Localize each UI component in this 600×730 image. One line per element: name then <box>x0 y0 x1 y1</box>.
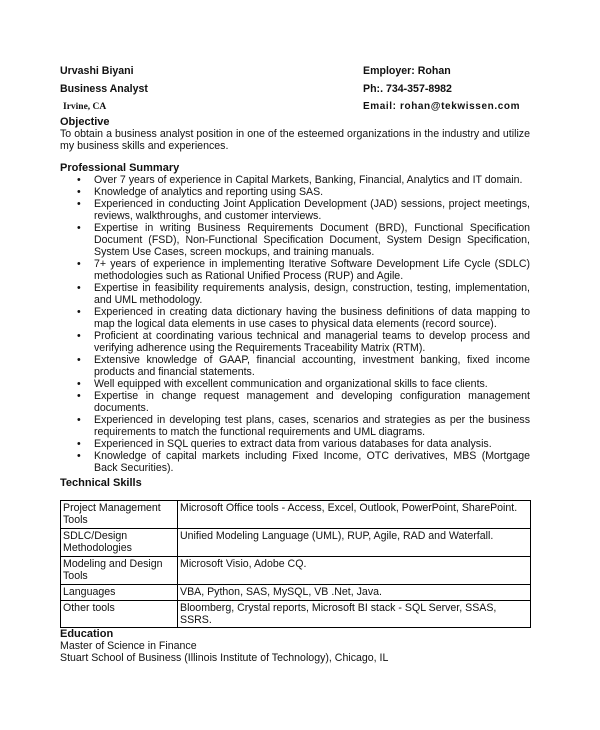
skills-heading: Technical Skills <box>60 477 142 489</box>
skill-value: Microsoft Visio, Adobe CQ. <box>178 557 531 585</box>
bullet-icon: • <box>77 282 81 294</box>
bullet-icon: • <box>77 258 81 270</box>
summary-item-text: Knowledge of analytics and reporting using SAS. <box>94 186 324 198</box>
skill-value: VBA, Python, SAS, MySQL, VB .Net, Java. <box>178 585 531 601</box>
candidate-name: Urvashi Biyani <box>60 65 134 77</box>
bullet-icon: • <box>77 198 81 210</box>
skill-category: SDLC/Design Methodologies <box>61 529 178 557</box>
bullet-icon: • <box>77 450 81 462</box>
bullet-icon: • <box>77 438 81 450</box>
summary-heading: Professional Summary <box>60 162 180 174</box>
bullet-icon: • <box>77 414 81 426</box>
bullet-icon: • <box>77 222 81 234</box>
summary-item-text: Over 7 years of experience in Capital Markets, Banking, Financial, Analytics and IT domain. <box>94 174 523 186</box>
skills-row <box>61 601 531 628</box>
bullet-icon: • <box>77 390 81 402</box>
summary-item-text: Expertise in writing Business Requirements Document (BRD), Functional Specification Document (FSD), Non-Functional Specification Document, System Design Specification, System Use Cases, screen mockups, and training manuals. <box>94 222 530 258</box>
summary-item-text: Experienced in SQL queries to extract data from various databases for data analysis. <box>94 438 492 450</box>
education-degree: Master of Science in Finance <box>60 640 197 652</box>
employer: Employer: Rohan <box>363 65 451 77</box>
bullet-icon: • <box>77 330 81 342</box>
summary-item-text: Experienced in creating data dictionary having the business definitions of data mapping to map the logical data elements in use cases to physical data elements (record source). <box>94 306 530 330</box>
summary-item <box>60 378 530 390</box>
summary-item-text: Extensive knowledge of GAAP, financial accounting, investment banking, fixed income products and financial statements. <box>94 354 530 378</box>
bullet-icon: • <box>77 306 81 318</box>
phone: Ph:. 734-357-8982 <box>363 83 452 95</box>
summary-item-text: Experienced in conducting Joint Application Development (JAD) sessions, project meetings, reviews, walkthroughs, and customer interviews. <box>94 198 530 222</box>
summary-item-text: Expertise in change request management and developing configuration management documents. <box>94 390 530 414</box>
summary-item-text: Experienced in developing test plans, cases, scenarios and strategies as per the business requirements to match the functional requirements and UML diagrams. <box>94 414 530 438</box>
summary-item <box>60 306 530 330</box>
summary-item <box>60 222 530 258</box>
summary-item <box>60 390 530 414</box>
summary-item <box>60 174 530 186</box>
bullet-icon: • <box>77 354 81 366</box>
summary-item <box>60 330 530 354</box>
skills-row <box>61 585 531 601</box>
bullet-icon: • <box>77 378 81 390</box>
summary-item-text: 7+ years of experience in implementing Iterative Software Development Life Cycle (SDLC) methodologies such as Rational Unified Process (RUP) and Agile. <box>94 258 530 282</box>
bullet-icon: • <box>77 186 81 198</box>
job-title: Business Analyst <box>60 83 148 95</box>
summary-item <box>60 258 530 282</box>
summary-item <box>60 438 530 450</box>
skill-category: Other tools <box>61 601 178 628</box>
skill-value: Bloomberg, Crystal reports, Microsoft BI stack - SQL Server, SSAS, SSRS. <box>178 601 531 628</box>
skills-row <box>61 529 531 557</box>
skills-table <box>60 500 531 628</box>
email: Email: rohan@tekwissen.com <box>363 101 521 112</box>
summary-item-text: Well equipped with excellent communication and organizational skills to face clients. <box>94 378 488 390</box>
summary-item <box>60 414 530 438</box>
education-school: Stuart School of Business (Illinois Institute of Technology), Chicago, IL <box>60 652 389 664</box>
summary-item <box>60 282 530 306</box>
skills-row <box>61 501 531 529</box>
summary-item <box>60 198 530 222</box>
summary-item <box>60 450 530 474</box>
bullet-icon: • <box>77 174 81 186</box>
skill-value: Unified Modeling Language (UML), RUP, Agile, RAD and Waterfall. <box>178 529 531 557</box>
summary-item <box>60 186 530 198</box>
summary-item-text: Proficient at coordinating various technical and managerial teams to develop process and verifying adherence using the Requirements Traceability Matrix (RTM). <box>94 330 530 354</box>
summary-item-text: Knowledge of capital markets including Fixed Income, OTC derivatives, MBS (Mortgage Back Securities). <box>94 450 530 474</box>
skill-category: Languages <box>61 585 178 601</box>
objective-heading: Objective <box>60 116 110 128</box>
location: Irvine, CA <box>63 102 107 112</box>
skills-row <box>61 557 531 585</box>
summary-item <box>60 354 530 378</box>
skill-value: Microsoft Office tools - Access, Excel, Outlook, PowerPoint, SharePoint. <box>178 501 531 529</box>
education-heading: Education <box>60 628 114 640</box>
summary-list <box>60 174 530 474</box>
skill-category: Modeling and Design Tools <box>61 557 178 585</box>
skill-category: Project Management Tools <box>61 501 178 529</box>
summary-item-text: Expertise in feasibility requirements analysis, design, construction, testing, implementation, and UML methodology. <box>94 282 530 306</box>
objective-text: To obtain a business analyst position in one of the esteemed organizations in the industry and utilize my business skills and experiences. <box>60 128 530 152</box>
